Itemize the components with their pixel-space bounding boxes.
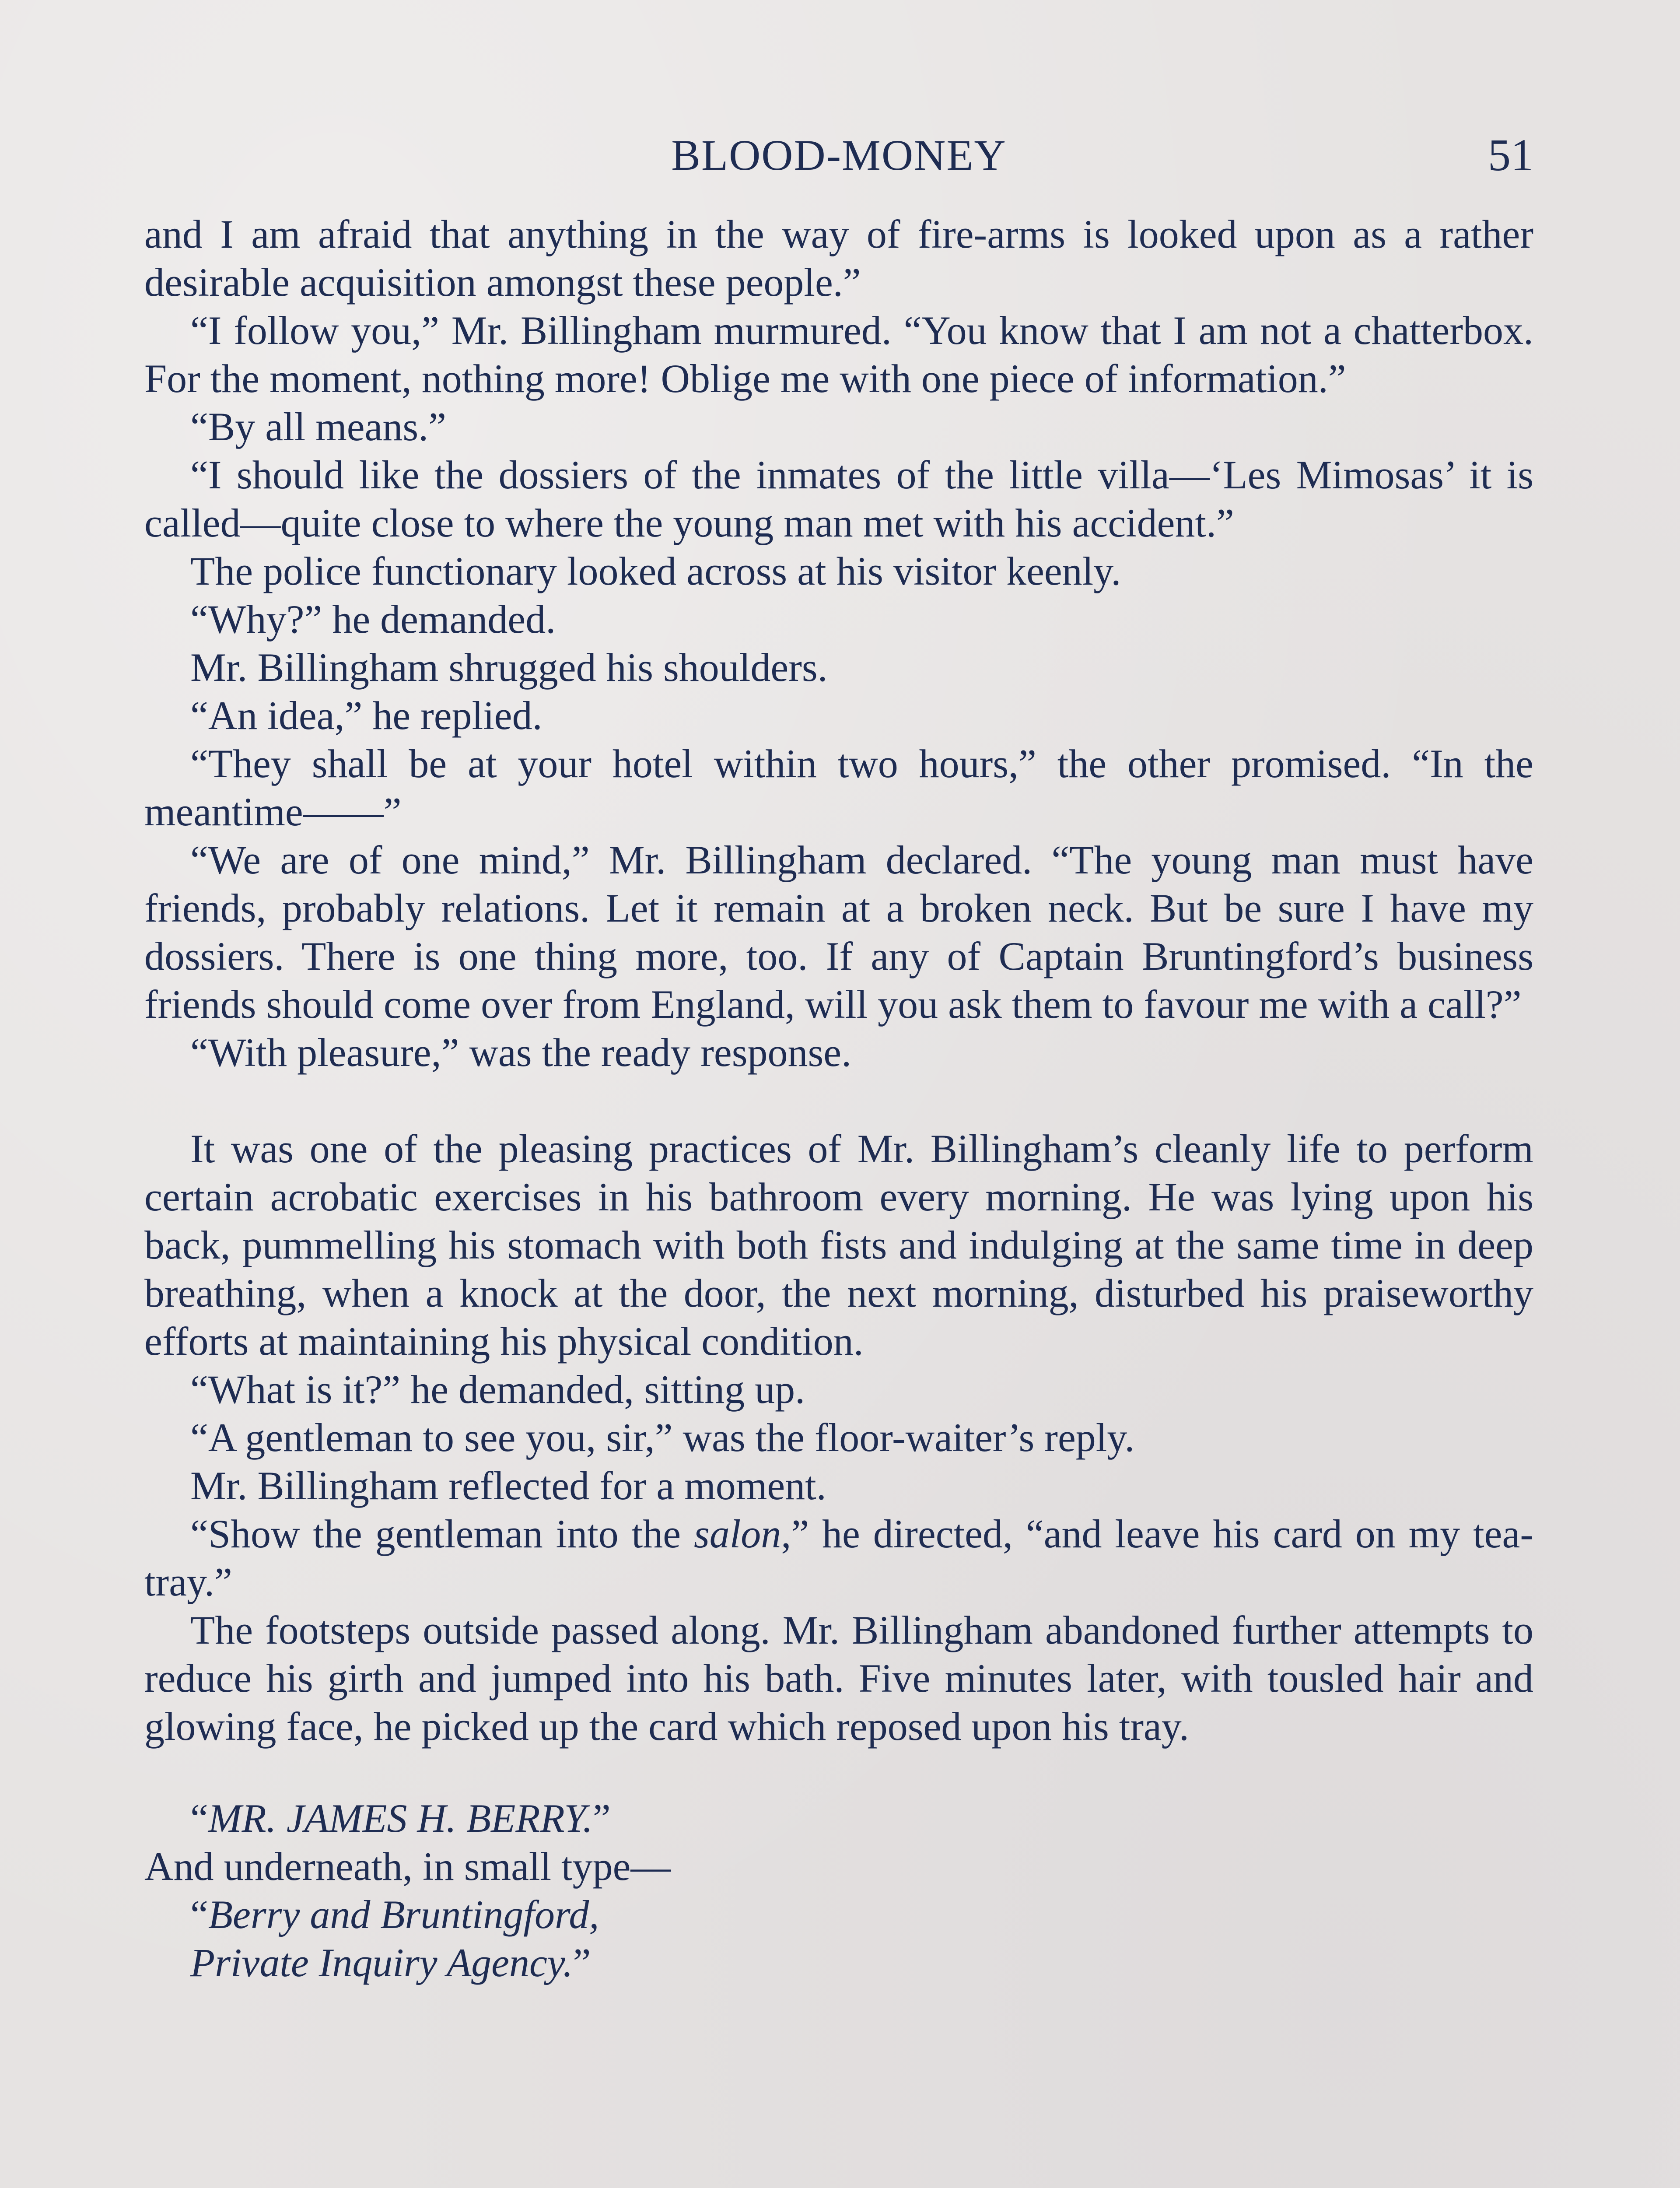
salon-italic: salon [693, 1511, 781, 1556]
card-agency-line-1 [144, 1890, 1533, 1939]
paragraph: The police functionary looked across at his visitor keenly. [190, 549, 1121, 593]
card-open-quote: “ [190, 1796, 208, 1841]
paragraph: “A gentleman to see you, sir,” was the floor-waiter’s reply. [190, 1415, 1135, 1460]
salon-paragraph [144, 1510, 1533, 1606]
section-break [144, 1076, 1533, 1125]
card-close-quote: ” [592, 1796, 611, 1841]
paragraph: “What is it?” he demanded, sitting up. [190, 1367, 805, 1412]
running-head [144, 125, 1533, 186]
page-number: 51 [1488, 130, 1533, 180]
paragraph: “With pleasure,” was the ready response. [190, 1030, 852, 1075]
paragraph: “Why?” he demanded. [190, 597, 556, 642]
paragraph: “An idea,” he replied. [190, 693, 542, 738]
body-text [144, 210, 1533, 1987]
salon-text-after: ,” he directed, “and leave his card on my tea-tray.” [144, 1511, 1533, 1604]
paragraph: The footsteps outside passed along. Mr. Billingham abandoned further attempts to reduce his girth and jumped into his bath. Five minutes later, with tousled hair and glowing face, he picked up the card which reposed upon his tray. [144, 1608, 1533, 1749]
card-underneath: And underneath, in small type— [144, 1844, 671, 1889]
paragraph: Mr. Billingham shrugged his shoulders. [190, 645, 828, 690]
paragraph: and I am afraid that anything in the way of fire-arms is looked upon as a rather desirable acquisition amongst these people.” [144, 212, 1533, 305]
running-title: BLOOD-MONEY [671, 131, 1007, 179]
salon-text-before: “Show the gentleman into the [190, 1511, 694, 1556]
paragraph: “They shall be at your hotel within two hours,” the other promised. “In the meantime——” [144, 741, 1533, 834]
agency-line-2-text: Private Inquiry Agency. [190, 1940, 573, 1985]
paragraph: “By all means.” [190, 404, 447, 449]
card-name-text: MR. JAMES H. BERRY. [208, 1796, 593, 1841]
paragraph: “I follow you,” Mr. Billingham murmured. “You know that I am not a chatterbox. For the moment, nothing more! Oblige me with one piece of information.” [144, 308, 1533, 401]
paragraph: Mr. Billingham reflected for a moment. [190, 1463, 826, 1508]
agency-close-quote: ” [573, 1940, 591, 1985]
paragraph: “I should like the dossiers of the inmates of the little villa—‘Les Mimosas’ it is called—quite close to where the young man met with his accident.” [144, 452, 1533, 545]
card-gap [144, 1750, 1533, 1794]
card-name [144, 1794, 1533, 1842]
agency-open-quote: “ [190, 1892, 208, 1937]
card-agency-line-2 [144, 1939, 1533, 1987]
paragraph: “We are of one mind,” Mr. Billingham declared. “The young man must have friends, probably relations. Let it remain at a broken neck. But be sure I have my dossiers. There is one thing more, too. If any of Captain Bruntingford’s business friends should come over from England, will you ask them to favour me with a call?” [144, 838, 1533, 1027]
paragraph: It was one of the pleasing practices of Mr. Billingham’s cleanly life to perform certain acrobatic exercises in his bathroom every morning. He was lying upon his back, pummelling his stomach with both fists and indulging at the same time in deep breathing, when a knock at the door, the next morning, disturbed his praiseworthy efforts at maintaining his physical condition. [144, 1126, 1533, 1364]
agency-line-1-text: Berry and Bruntingford, [208, 1892, 599, 1937]
